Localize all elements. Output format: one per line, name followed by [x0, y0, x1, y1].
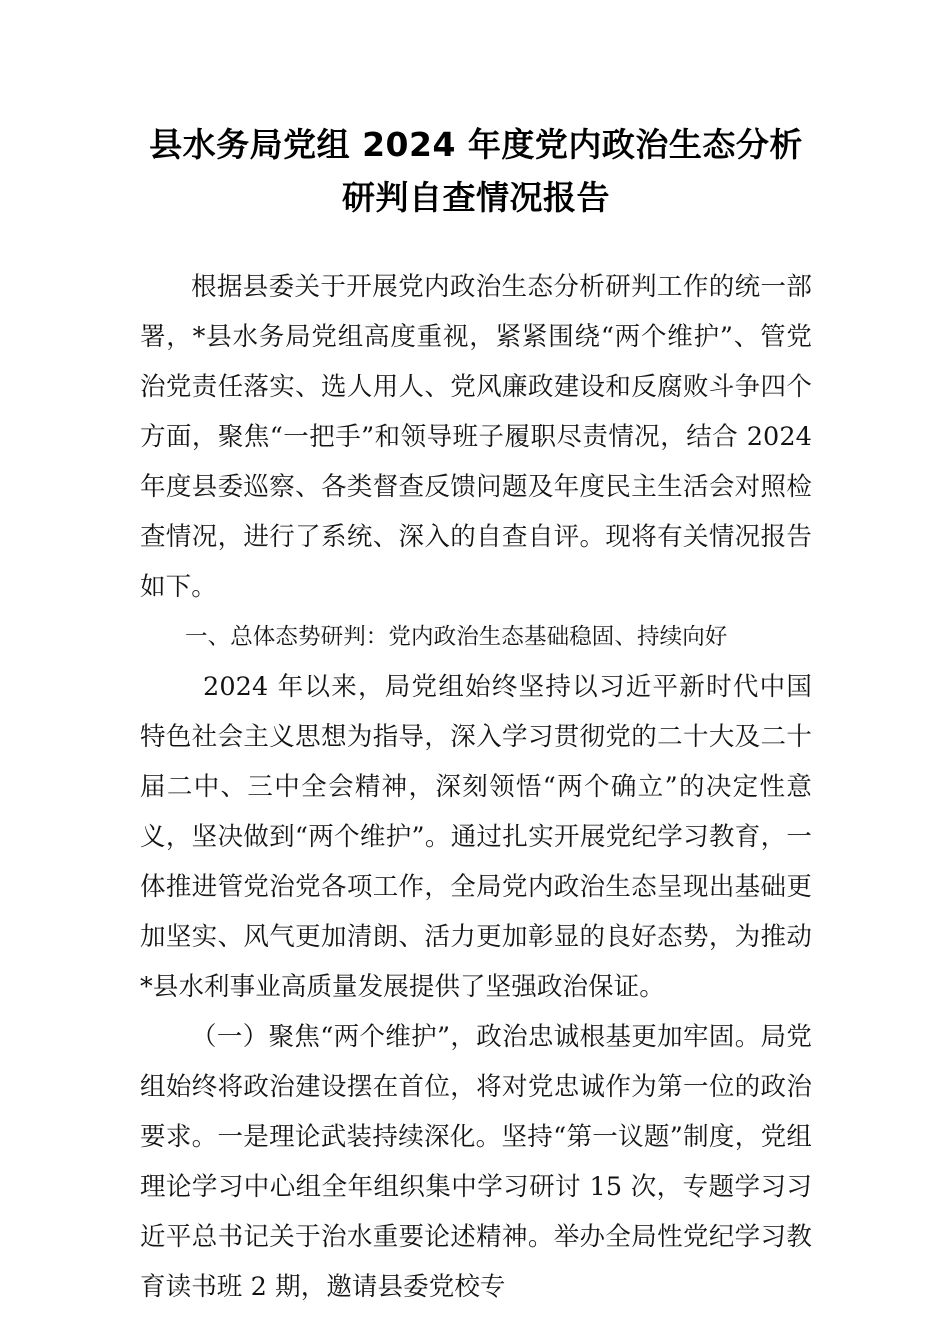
subsection-one-paragraph: （一）聚焦“两个维护”，政治忠诚根基更加牢固。局党组始终将政治建设摆在首位，将对党忠诚作为第一位的政治要求。一是理论武装持续深化。坚持“第一议题”制度，党组理论学习中心组全年组织集中学习研讨 15 次，专题学习习近平总书记关于治水重要论述精神。举办全局性党纪学习教育读书班 2 期，邀请县委党校专 [140, 1022, 812, 1302]
page-title [140, 0, 812, 224]
section-one-paragraph: 2024 年以来，局党组始终坚持以习近平新时代中国特色社会主义思想为指导，深入学习贯彻党的二十大及二十届二中、三中全会精神，深刻领悟“两个确立”的决定性意义，坚决做到“两个维护”。通过扎实开展党纪学习教育，一体推进管党治党各项工作，全局党内政治生态呈现出基础更加坚实、风气更加清朗、活力更加彰显的良好态势，为推动*县水利事业高质量发展提供了坚强政治保证。 [140, 672, 812, 1002]
document-body [140, 262, 812, 1312]
intro-paragraph: 根据县委关于开展党内政治生态分析研判工作的统一部署，*县水务局党组高度重视，紧紧围绕“两个维护”、管党治党责任落实、选人用人、党风廉政建设和反腐败斗争四个方面，聚焦“一把手”和领导班子履职尽责情况，结合 2024 年度县委巡察、各类督查反馈问题及年度民主生活会对照检查情况，进行了系统、深入的自查自评。现将有关情况报告如下。 [140, 272, 812, 602]
title-line-2: 研判自查情况报告 [342, 178, 610, 217]
title-line-1: 县水务局党组 2024 年度党内政治生态分析 [149, 125, 803, 164]
section-heading-one: 一、总体态势研判：党内政治生态基础稳固、持续向好 [185, 624, 728, 650]
page-content-area [140, 0, 812, 1312]
